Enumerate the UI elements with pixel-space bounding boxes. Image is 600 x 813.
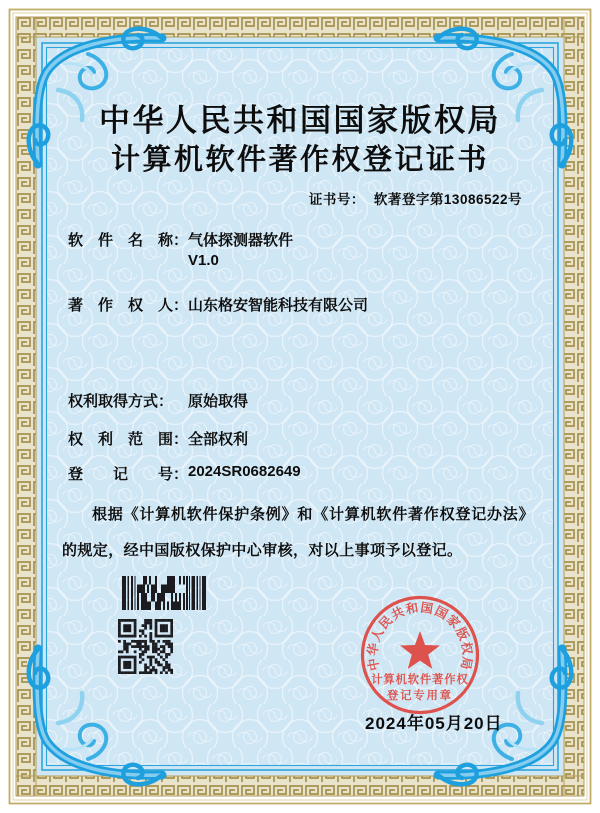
seal-line2: 登记专用章 — [387, 690, 453, 702]
seal-ring-text: 中华人民共和国国家版权局 — [365, 600, 475, 672]
field-label: 权利取得方式： — [68, 393, 174, 410]
certificate-number-label: 证书号： — [308, 192, 365, 207]
field-rights-scope — [68, 428, 248, 449]
field-copyright-owner — [68, 294, 368, 315]
certificate-number — [309, 188, 522, 208]
qr-code-icon — [118, 619, 173, 674]
field-label: 软 件 名 称： — [68, 232, 189, 249]
red-star-icon — [400, 631, 440, 669]
certificate-number-value: 软著登字第13086522号 — [373, 192, 522, 207]
field-acquisition-method — [68, 390, 248, 411]
software-version: V1.0 — [188, 252, 219, 269]
authority-title: 中华人民共和国国家版权局 — [99, 103, 501, 138]
seal-line1: 计算机软件著作权 — [371, 674, 469, 686]
registration-statement: 根据《计算机软件保护条例》和《计算机软件著作权登记办法》的规定，经中国版权保护中心审核，对以上事项予以登记。 — [62, 506, 534, 559]
field-label: 权 利 范 围： — [68, 431, 189, 448]
field-value: 山东格安智能科技有限公司 — [188, 297, 369, 314]
issue-date: 2024年05月20日 — [365, 714, 503, 733]
official-seal — [346, 586, 496, 726]
field-label: 登 记 号： — [68, 466, 189, 483]
field-value: 2024SR0682649 — [188, 463, 301, 480]
field-value: 气体探测器软件 — [188, 232, 294, 249]
field-value: 原始取得 — [188, 393, 249, 410]
field-value: 全部权利 — [188, 431, 249, 448]
field-label: 著 作 权 人： — [68, 297, 189, 314]
certificate-title: 计算机软件著作权登记证书 — [110, 144, 489, 176]
barcode — [122, 576, 208, 610]
field-registration-number — [68, 463, 301, 484]
field-software-name — [68, 229, 293, 250]
